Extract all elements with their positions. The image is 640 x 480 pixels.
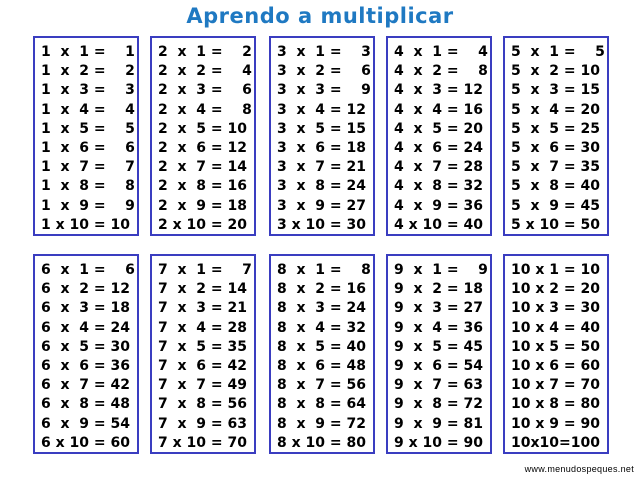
table-row: 6 x 7 = 42 (41, 377, 130, 394)
table-row: 8 x 1 = 8 (277, 262, 371, 278)
table-row: 4 x 7 = 28 (394, 159, 483, 176)
multiplication-table-9 (386, 254, 492, 454)
table-row: 10 x 6 = 60 (511, 357, 600, 374)
table-row: 2 x 5 = 10 (158, 120, 247, 137)
table-row: 6 x 3 = 18 (41, 300, 130, 317)
table-row: 5 x 3 = 15 (511, 82, 600, 99)
table-row: 3 x 9 = 27 (277, 197, 366, 214)
table-rows (394, 261, 488, 453)
table-row: 7 x 8 = 56 (158, 396, 247, 413)
table-row: 5 x 10 = 50 (511, 216, 600, 233)
table-row: 1 x 10 = 10 (41, 216, 130, 233)
table-row: 10 x 4 = 40 (511, 319, 600, 336)
table-rows (277, 261, 371, 453)
table-row: 4 x 2 = 8 (394, 63, 488, 80)
page-title: Aprendo a multiplicar (186, 4, 454, 28)
table-row: 5 x 6 = 30 (511, 139, 600, 156)
table-row: 1 x 8 = 8 (41, 178, 135, 195)
table-rows (158, 43, 252, 235)
table-row: 5 x 1 = 5 (511, 44, 605, 60)
multiplication-table-3 (269, 36, 375, 236)
table-row: 10 x 8 = 80 (511, 396, 600, 413)
multiplication-table-6 (33, 254, 139, 454)
multiplication-table-8 (269, 254, 375, 454)
table-row: 4 x 1 = 4 (394, 44, 488, 60)
table-row: 5 x 7 = 35 (511, 159, 600, 176)
table-row: 9 x 10 = 90 (394, 434, 483, 451)
table-row: 3 x 6 = 18 (277, 139, 366, 156)
table-row: 8 x 6 = 48 (277, 357, 366, 374)
table-row: 3 x 1 = 3 (277, 44, 371, 60)
table-row: 8 x 3 = 24 (277, 300, 366, 317)
tables-grid (33, 36, 609, 456)
table-row: 3 x 5 = 15 (277, 120, 366, 137)
table-row: 2 x 8 = 16 (158, 178, 247, 195)
table-row: 4 x 9 = 36 (394, 197, 483, 214)
table-row: 9 x 9 = 81 (394, 415, 483, 432)
table-row: 2 x 6 = 12 (158, 139, 247, 156)
multiplication-table-1 (33, 36, 139, 236)
table-row: 3 x 2 = 6 (277, 63, 371, 80)
table-row: 7 x 2 = 14 (158, 281, 247, 298)
table-row: 6 x 6 = 36 (41, 357, 130, 374)
table-row: 1 x 9 = 9 (41, 197, 135, 214)
table-row: 5 x 9 = 45 (511, 197, 600, 214)
table-row: 2 x 7 = 14 (158, 159, 247, 176)
table-row: 6 x 4 = 24 (41, 319, 130, 336)
table-row: 1 x 2 = 2 (41, 63, 135, 80)
table-row: 6 x 10 = 60 (41, 434, 130, 451)
table-row: 8 x 10 = 80 (277, 434, 366, 451)
table-row: 7 x 9 = 63 (158, 415, 247, 432)
table-row: 9 x 3 = 27 (394, 300, 483, 317)
table-row: 8 x 7 = 56 (277, 377, 366, 394)
table-row: 1 x 5 = 5 (41, 120, 135, 137)
table-row: 8 x 5 = 40 (277, 338, 366, 355)
table-row: 1 x 6 = 6 (41, 139, 135, 156)
table-row: 9 x 4 = 36 (394, 319, 483, 336)
table-row: 9 x 1 = 9 (394, 262, 488, 278)
table-row: 1 x 4 = 4 (41, 101, 135, 118)
table-rows (511, 43, 605, 235)
table-row: 6 x 8 = 48 (41, 396, 130, 413)
site-url: www.menudospeques.net (524, 464, 634, 474)
table-row: 2 x 1 = 2 (158, 44, 252, 60)
table-row: 3 x 4 = 12 (277, 101, 366, 118)
table-row: 10 x 5 = 50 (511, 338, 600, 355)
table-rows (511, 261, 605, 453)
table-row: 2 x 9 = 18 (158, 197, 247, 214)
table-row: 10x10=100 (511, 434, 600, 451)
table-row: 7 x 1 = 7 (158, 262, 252, 278)
table-row: 7 x 10 = 70 (158, 434, 247, 451)
table-row: 5 x 2 = 10 (511, 63, 600, 80)
table-row: 7 x 7 = 49 (158, 377, 247, 394)
table-row: 9 x 2 = 18 (394, 281, 483, 298)
table-row: 4 x 4 = 16 (394, 101, 483, 118)
table-row: 2 x 10 = 20 (158, 216, 247, 233)
multiplication-table-4 (386, 36, 492, 236)
table-rows (394, 43, 488, 235)
table-rows (41, 261, 135, 453)
table-row: 5 x 5 = 25 (511, 120, 600, 137)
table-row: 8 x 2 = 16 (277, 281, 366, 298)
table-row: 8 x 4 = 32 (277, 319, 366, 336)
table-row: 1 x 1 = 1 (41, 44, 135, 60)
table-row: 6 x 2 = 12 (41, 281, 130, 298)
table-row: 6 x 9 = 54 (41, 415, 130, 432)
multiplication-table-2 (150, 36, 256, 236)
table-row: 7 x 5 = 35 (158, 338, 247, 355)
multiplication-table-10 (503, 254, 609, 454)
table-row: 10 x 2 = 20 (511, 281, 600, 298)
table-row: 1 x 3 = 3 (41, 82, 135, 99)
table-rows (158, 261, 252, 453)
table-row: 3 x 8 = 24 (277, 178, 366, 195)
multiplication-table-5 (503, 36, 609, 236)
table-row: 10 x 3 = 30 (511, 300, 600, 317)
table-row: 7 x 3 = 21 (158, 300, 247, 317)
table-row: 7 x 4 = 28 (158, 319, 247, 336)
table-row: 4 x 3 = 12 (394, 82, 483, 99)
table-row: 1 x 7 = 7 (41, 159, 135, 176)
table-row: 8 x 8 = 64 (277, 396, 366, 413)
table-row: 10 x 1 = 10 (511, 262, 600, 278)
table-row: 2 x 4 = 8 (158, 101, 252, 118)
table-rows (277, 43, 371, 235)
table-row: 5 x 8 = 40 (511, 178, 600, 195)
table-row: 4 x 5 = 20 (394, 120, 483, 137)
table-row: 7 x 6 = 42 (158, 357, 247, 374)
table-row: 3 x 10 = 30 (277, 216, 366, 233)
table-row: 4 x 8 = 32 (394, 178, 483, 195)
table-row: 4 x 6 = 24 (394, 139, 483, 156)
table-row: 9 x 5 = 45 (394, 338, 483, 355)
table-row: 9 x 7 = 63 (394, 377, 483, 394)
table-row: 3 x 7 = 21 (277, 159, 366, 176)
table-rows (41, 43, 135, 235)
table-row: 8 x 9 = 72 (277, 415, 366, 432)
table-row: 2 x 3 = 6 (158, 82, 252, 99)
table-row: 6 x 5 = 30 (41, 338, 130, 355)
table-row: 10 x 7 = 70 (511, 377, 600, 394)
table-row: 9 x 8 = 72 (394, 396, 483, 413)
table-row: 6 x 1 = 6 (41, 262, 135, 278)
multiplication-table-7 (150, 254, 256, 454)
table-row: 10 x 9 = 90 (511, 415, 600, 432)
table-row: 2 x 2 = 4 (158, 63, 252, 80)
table-row: 9 x 6 = 54 (394, 357, 483, 374)
table-row: 5 x 4 = 20 (511, 101, 600, 118)
table-row: 4 x 10 = 40 (394, 216, 483, 233)
table-row: 3 x 3 = 9 (277, 82, 371, 99)
